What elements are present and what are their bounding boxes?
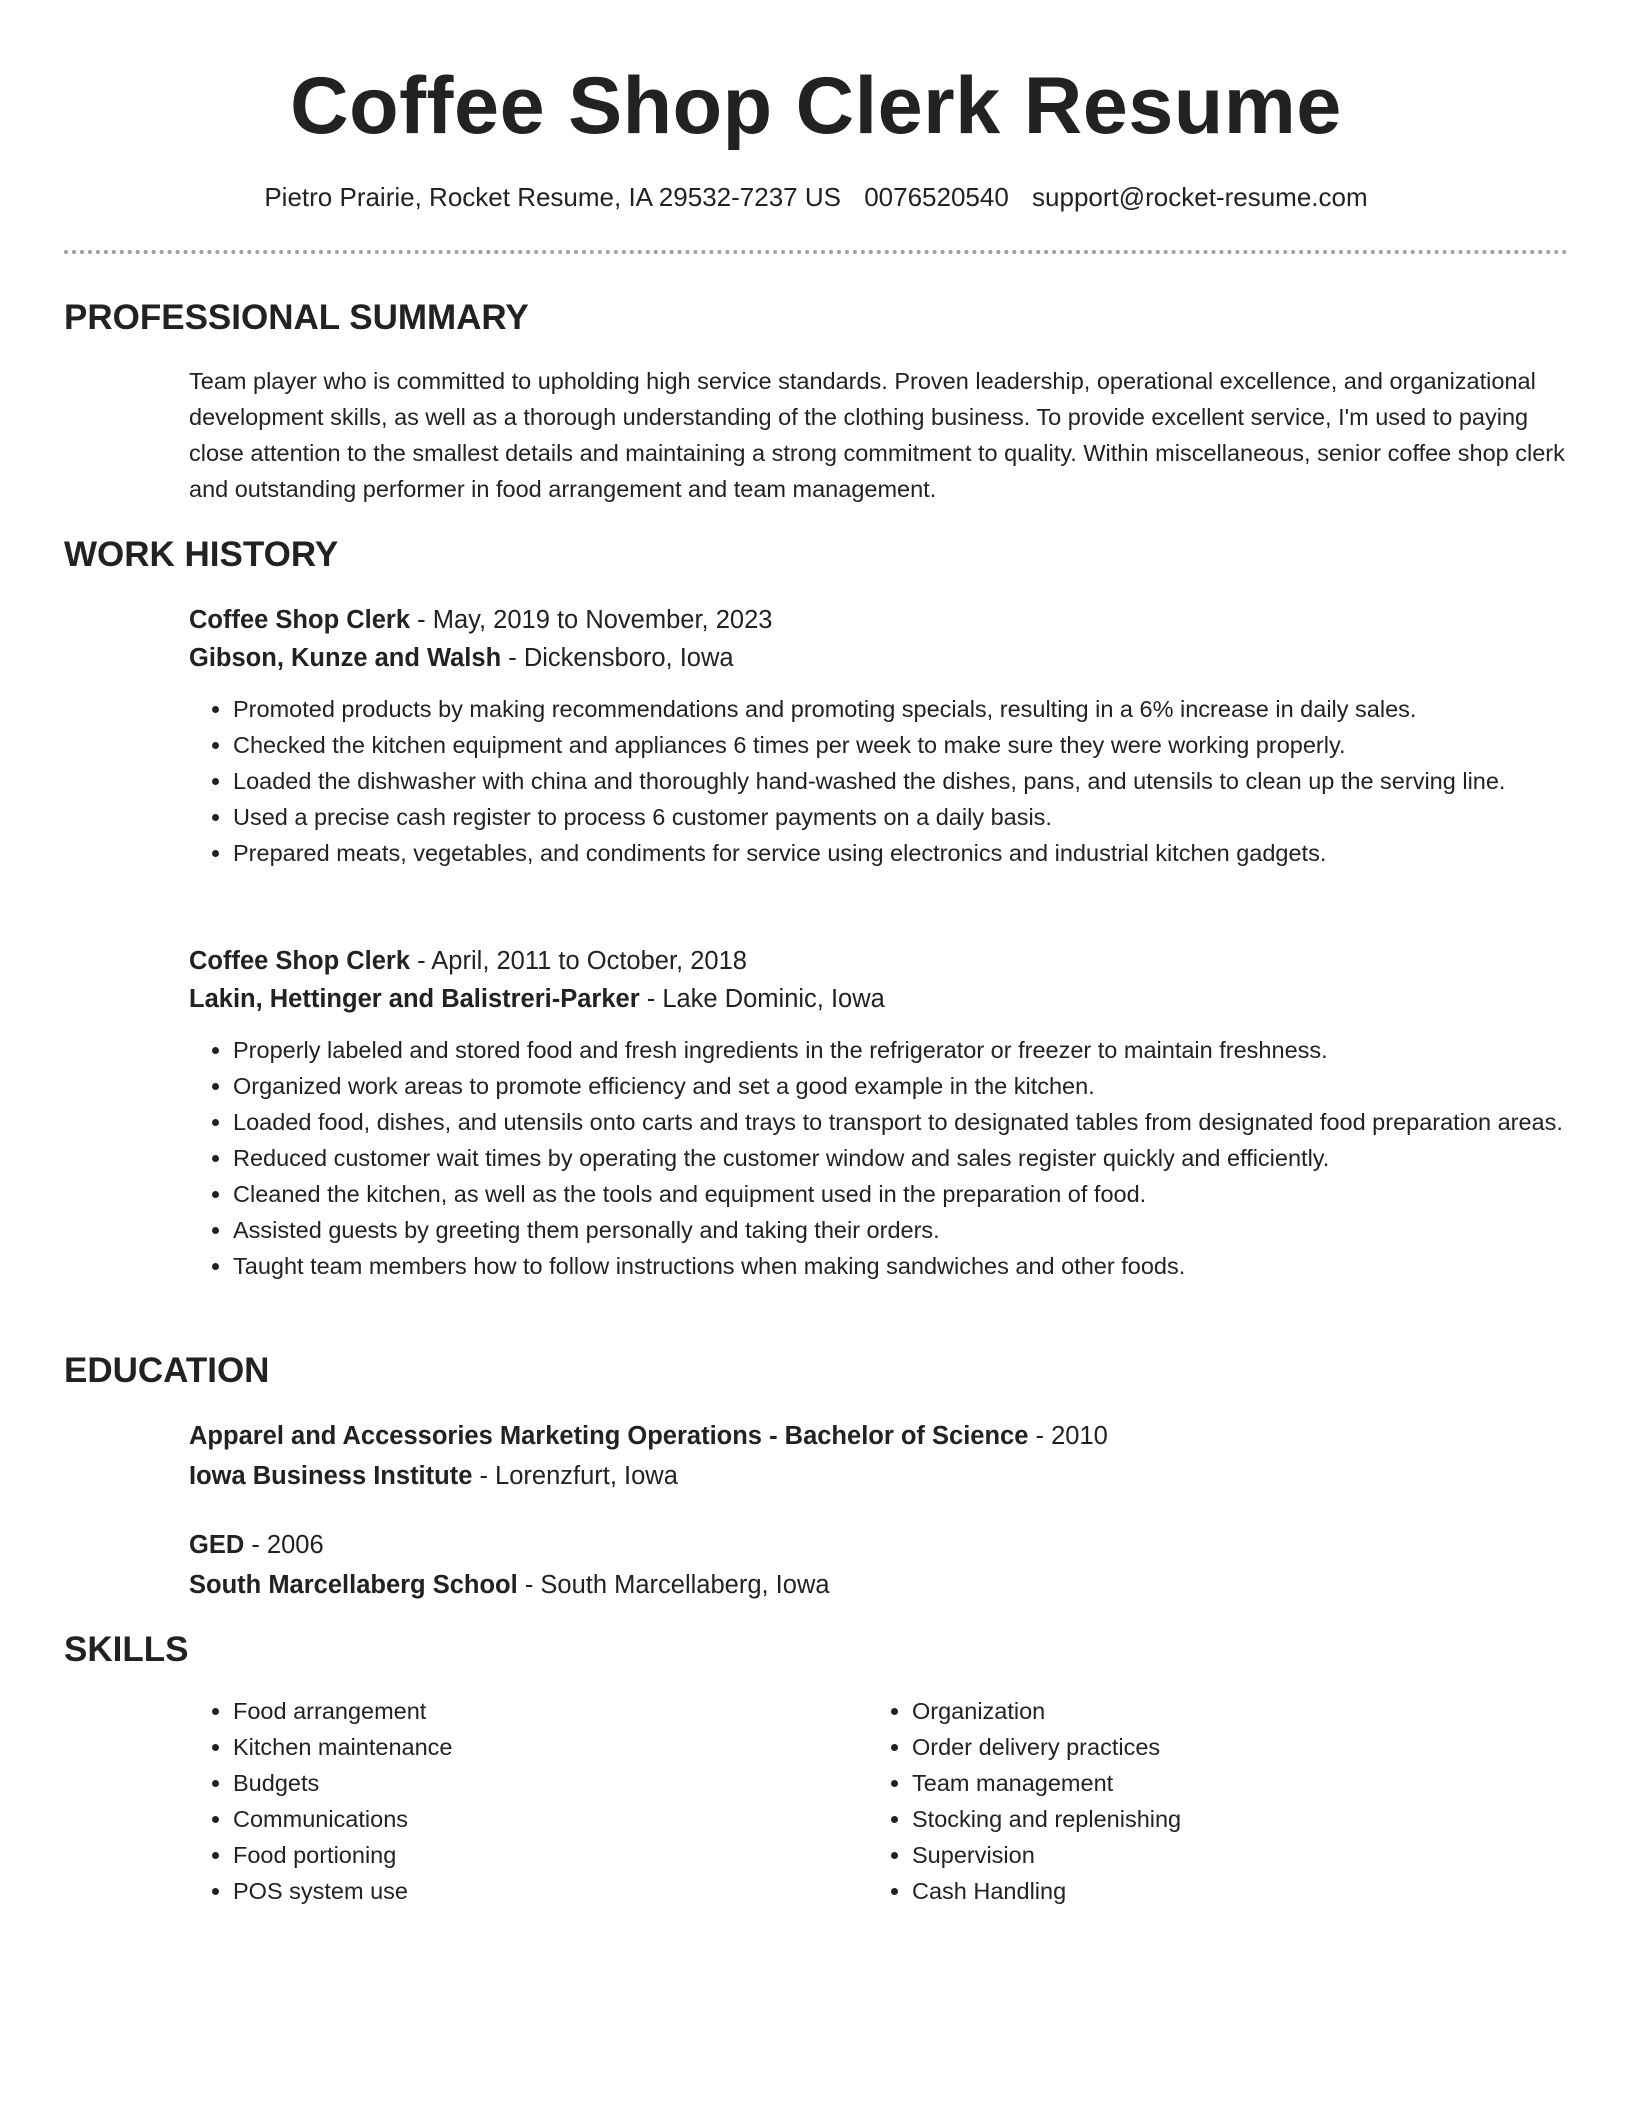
- skills-column-left: [189, 1693, 868, 1909]
- list-item: • Cash Handling: [912, 1873, 1547, 1909]
- skills-heading: SKILLS: [64, 1630, 189, 1669]
- job-company: Gibson, Kunze and Walsh: [189, 644, 502, 672]
- list-item: • Organization: [912, 1693, 1547, 1729]
- list-item: • Checked the kitchen equipment and appliances 6 times per week to make sure they were working properly.: [233, 727, 1568, 763]
- school: South Marcellaberg School: [189, 1571, 518, 1599]
- job-title: Coffee Shop Clerk: [189, 606, 411, 634]
- list-item: • Food portioning: [233, 1837, 868, 1873]
- list-item: • Properly labeled and stored food and fresh ingredients in the refrigerator or freezer to maintain freshness.: [233, 1032, 1568, 1068]
- list-item: • Promoted products by making recommendations and promoting specials, resulting in a 6% increase in daily sales.: [233, 691, 1568, 727]
- job-title-line: [189, 601, 1568, 639]
- list-item: • Communications: [233, 1801, 868, 1837]
- education-entry-2: [189, 1526, 1568, 1604]
- job-title: Coffee Shop Clerk: [189, 947, 411, 975]
- education-entry-1: [189, 1417, 1568, 1495]
- job-entry-1: [189, 601, 1568, 871]
- work-heading: WORK HISTORY: [64, 535, 339, 574]
- job-bullets: [189, 1032, 1568, 1284]
- degree-line: [189, 1417, 1568, 1455]
- contact-line: [0, 180, 1632, 214]
- list-item: • Loaded food, dishes, and utensils onto carts and trays to transport to designated tables from designated food preparation areas.: [233, 1104, 1568, 1140]
- list-item: • POS system use: [233, 1873, 868, 1909]
- job-location: - Lake Dominic, Iowa: [639, 985, 885, 1013]
- job-company-line: [189, 639, 1568, 677]
- list-item: • Supervision: [912, 1837, 1547, 1873]
- job-dates: - April, 2011 to October, 2018: [410, 947, 747, 975]
- job-location: - Dickensboro, Iowa: [501, 644, 734, 672]
- job-dates: - May, 2019 to November, 2023: [410, 606, 773, 634]
- summary-block: [189, 363, 1568, 507]
- list-item: • Reduced customer wait times by operating the customer window and sales register quickly and efficiently.: [233, 1140, 1568, 1176]
- summary-text: Team player who is committed to upholding high service standards. Proven leadership, operational excellence, and organizational development skills, as well as a thorough understanding of the clothing business. To provide excellent service, I'm used to paying close attention to the smallest details and maintaining a strong commitment to quality. Within miscellaneous, senior coffee shop clerk and outstanding performer in food arrangement and team management.: [189, 368, 1565, 502]
- list-item: • Budgets: [233, 1765, 868, 1801]
- job-company-line: [189, 980, 1568, 1018]
- list-item: • Team management: [912, 1765, 1547, 1801]
- school: Iowa Business Institute: [189, 1462, 473, 1490]
- list-item: • Used a precise cash register to process 6 customer payments on a daily basis.: [233, 799, 1568, 835]
- job-bullets: [189, 691, 1568, 871]
- list-item: • Stocking and replenishing: [912, 1801, 1547, 1837]
- degree: GED: [189, 1531, 245, 1559]
- school-line: [189, 1566, 1568, 1604]
- list-item: • Cleaned the kitchen, as well as the tools and equipment used in the preparation of food.: [233, 1176, 1568, 1212]
- school-line: [189, 1457, 1568, 1495]
- degree-year: - 2006: [244, 1531, 324, 1559]
- list-item: • Loaded the dishwasher with china and thoroughly hand-washed the dishes, pans, and utensils to clean up the serving line.: [233, 763, 1568, 799]
- degree-line: [189, 1526, 1568, 1564]
- contact-email: support@rocket-resume.com: [1032, 182, 1368, 212]
- summary-heading: PROFESSIONAL SUMMARY: [64, 298, 529, 337]
- school-location: - South Marcellaberg, Iowa: [517, 1571, 830, 1599]
- contact-address: Pietro Prairie, Rocket Resume, IA 29532-7237 US: [264, 182, 841, 212]
- list-item: • Order delivery practices: [912, 1729, 1547, 1765]
- list-item: • Organized work areas to promote efficiency and set a good example in the kitchen.: [233, 1068, 1568, 1104]
- list-item: • Taught team members how to follow instructions when making sandwiches and other foods.: [233, 1248, 1568, 1284]
- list-item: • Food arrangement: [233, 1693, 868, 1729]
- job-entry-2: [189, 942, 1568, 1284]
- job-company: Lakin, Hettinger and Balistreri-Parker: [189, 985, 640, 1013]
- header-divider: [64, 250, 1568, 254]
- education-heading: EDUCATION: [64, 1351, 270, 1390]
- skills-list: [189, 1693, 1568, 1909]
- degree: Apparel and Accessories Marketing Operations - Bachelor of Science: [189, 1422, 1029, 1450]
- degree-year: - 2010: [1028, 1422, 1108, 1450]
- list-item: • Prepared meats, vegetables, and condiments for service using electronics and industrial kitchen gadgets.: [233, 835, 1568, 871]
- list-item: • Kitchen maintenance: [233, 1729, 868, 1765]
- school-location: - Lorenzfurt, Iowa: [472, 1462, 678, 1490]
- list-item: • Assisted guests by greeting them personally and taking their orders.: [233, 1212, 1568, 1248]
- contact-phone: 0076520540: [864, 182, 1009, 212]
- skills-column-right: [868, 1693, 1547, 1909]
- resume-title: Coffee Shop Clerk Resume: [290, 61, 1342, 151]
- job-title-line: [189, 942, 1568, 980]
